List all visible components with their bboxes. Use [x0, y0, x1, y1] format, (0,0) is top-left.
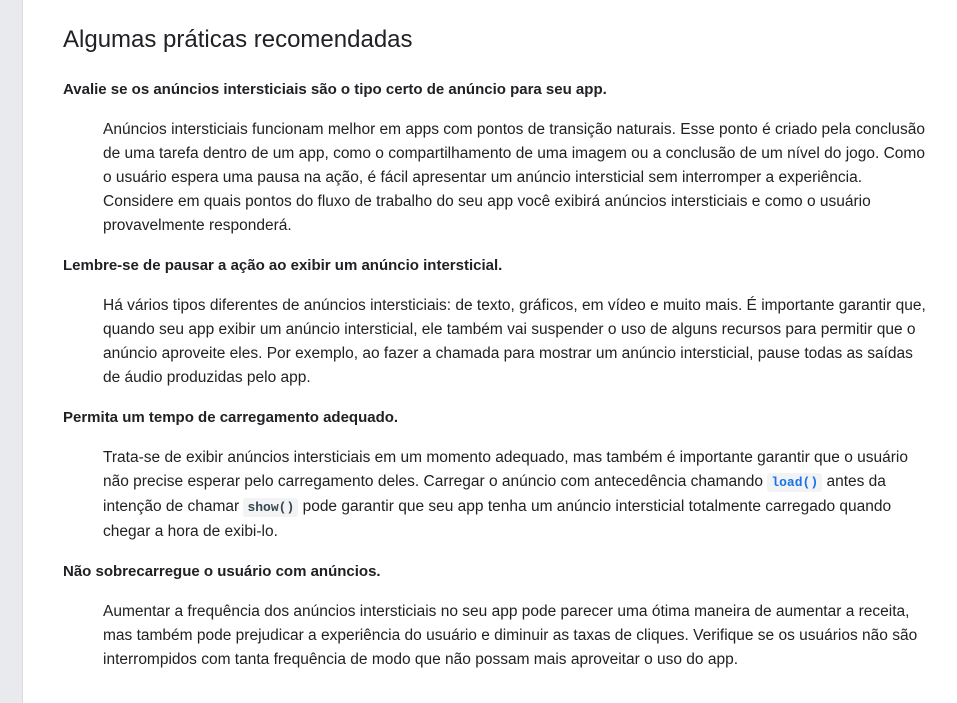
practice-term-2: Lembre-se de pausar a ação ao exibir um anúncio intersticial. — [63, 257, 503, 274]
article-content — [63, 24, 933, 672]
practice-desc-2: Há vários tipos diferentes de anúncios intersticiais: de texto, gráficos, em vídeo e muito mais. É importante garantir que, quando seu app exibir um anúncio intersticial, ele também vai suspender o uso de alguns recursos para permitir que o anúncio aproveite eles. Por exemplo, ao fazer a chamada para mostrar um anúncio intersticial, pause todas as saídas de áudio produzidas pelo app. — [103, 297, 926, 386]
practice-desc-4: Aumentar a frequência dos anúncios intersticiais no seu app pode parecer uma ótima maneira de aumentar a receita, mas também pode prejudicar a experiência do usuário e diminuir as taxas de cliques. Verifique se os usuários não são interrompidos com tanta frequência de modo que não possam mais aproveitar o uso do app. — [103, 603, 918, 668]
practices-list — [63, 78, 933, 672]
left-sidebar-rail — [0, 0, 23, 703]
practice-desc-3 — [103, 446, 933, 544]
practice-term-4: Não sobrecarregue o usuário com anúncios. — [63, 563, 381, 580]
load-method-link[interactable]: load() — [767, 473, 822, 492]
practice-desc-3-part1: Trata-se de exibir anúncios intersticiais em um momento adequado, mas também é importante garantir que o usuário não precise esperar pelo carregamento deles. Carregar o anúncio com antecedência chamando — [103, 449, 908, 490]
page-title: Algumas práticas recomendadas — [63, 26, 413, 53]
practice-term-3: Permita um tempo de carregamento adequado. — [63, 409, 399, 426]
practice-desc-3-part3: pode garantir que seu app tenha um anúncio intersticial totalmente carregado quando chegar a hora de exibi-lo. — [103, 498, 892, 540]
practice-desc-1: Anúncios intersticiais funcionam melhor em apps com pontos de transição naturais. Esse ponto é criado pela conclusão de uma tarefa dentro de um app, como o compartilhamento de uma imagem ou a conclusão de um nível do jogo. Como o usuário espera uma pausa na ação, é fácil apresentar um anúncio intersticial sem interromper a experiência. Considere em quais pontos do fluxo de trabalho do seu app você exibirá anúncios intersticiais e como o usuário provavelmente responderá. — [103, 121, 925, 234]
practice-desc-3-part2: antes da intenção de chamar — [103, 473, 886, 515]
show-method-code: show() — [243, 498, 298, 517]
practice-term-1: Avalie se os anúncios intersticiais são o tipo certo de anúncio para seu app. — [63, 81, 607, 98]
